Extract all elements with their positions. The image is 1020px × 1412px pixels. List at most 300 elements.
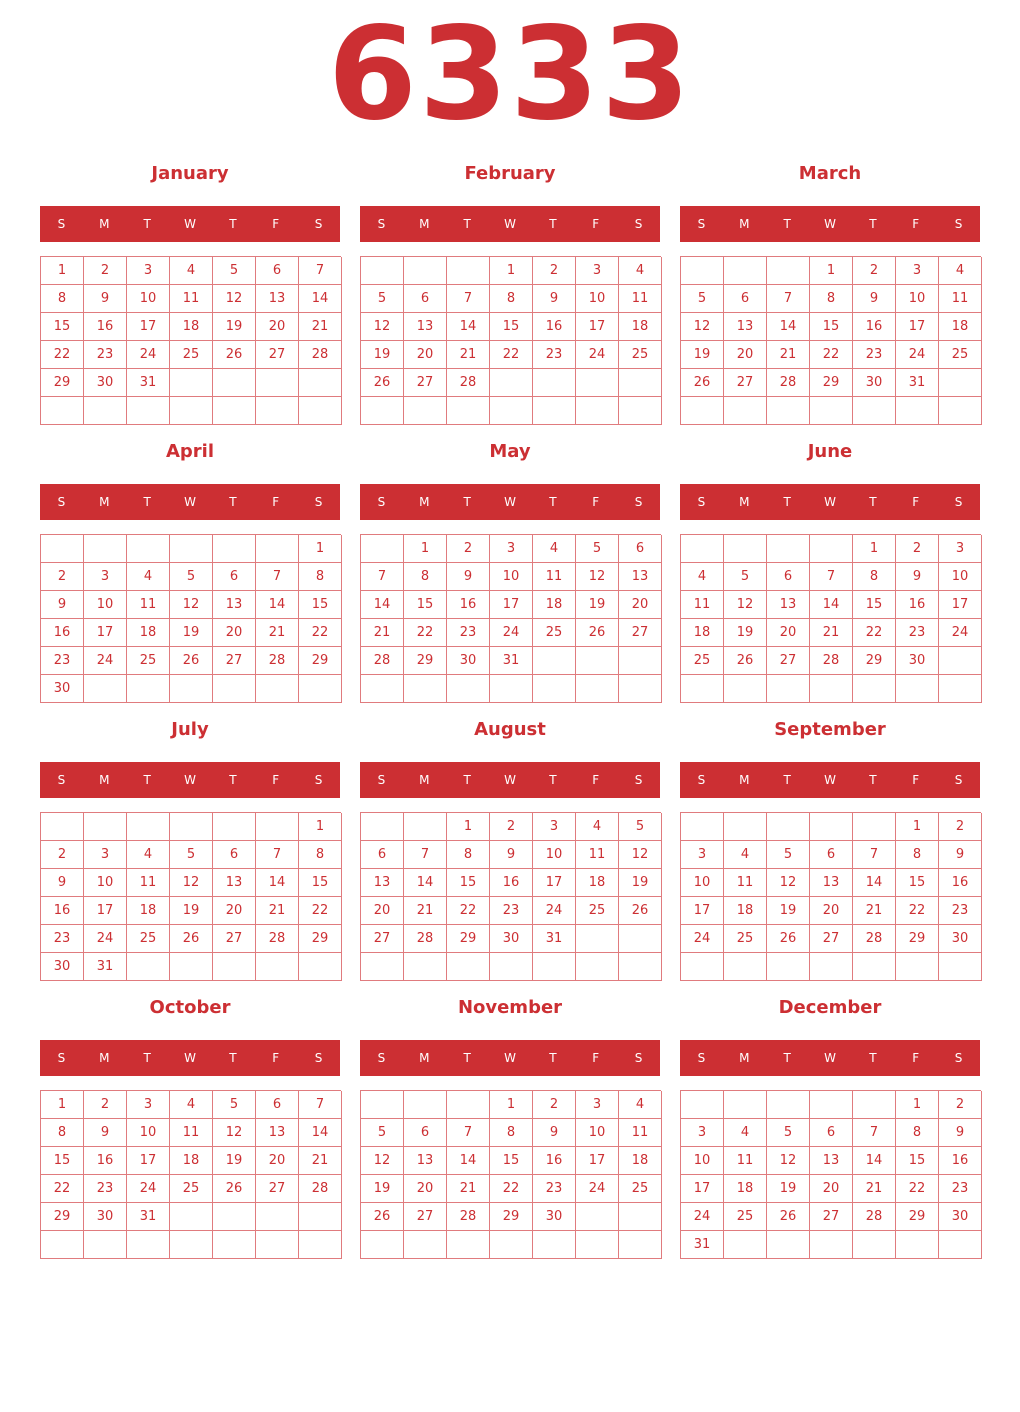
- day-cell: 16: [84, 1147, 127, 1175]
- day-cell: 16: [490, 869, 533, 897]
- day-cell: 12: [767, 869, 810, 897]
- day-cell: 18: [724, 897, 767, 925]
- weekday-label: T: [229, 217, 237, 231]
- day-cell: 22: [299, 897, 342, 925]
- empty-day-cell: [619, 675, 662, 703]
- day-cell: 19: [681, 341, 724, 369]
- weekday-label: T: [229, 773, 237, 787]
- empty-day-cell: [256, 675, 299, 703]
- day-cell: 22: [41, 1175, 84, 1203]
- weekday-header: [360, 484, 660, 520]
- weekday-label: S: [57, 495, 66, 509]
- day-cell: 20: [213, 897, 256, 925]
- day-cell: 25: [170, 1175, 213, 1203]
- day-cell: 20: [810, 1175, 853, 1203]
- day-cell: 10: [576, 1119, 619, 1147]
- empty-day-cell: [681, 675, 724, 703]
- day-cell: 22: [490, 1175, 533, 1203]
- weekday-label: T: [783, 773, 791, 787]
- empty-day-cell: [533, 675, 576, 703]
- day-cell: 2: [533, 1091, 576, 1119]
- empty-day-cell: [213, 397, 256, 425]
- weekday-label: S: [954, 217, 963, 231]
- weekday-label: F: [912, 773, 920, 787]
- day-cell: 17: [84, 897, 127, 925]
- day-cell: 17: [127, 313, 170, 341]
- day-cell: 17: [681, 1175, 724, 1203]
- day-cell: 26: [619, 897, 662, 925]
- empty-day-cell: [361, 1091, 404, 1119]
- day-cell: 28: [404, 925, 447, 953]
- empty-day-cell: [404, 675, 447, 703]
- weekday-label: S: [57, 773, 66, 787]
- day-cell: 8: [299, 841, 342, 869]
- day-cell: 6: [404, 285, 447, 313]
- day-cell: 5: [724, 563, 767, 591]
- empty-day-cell: [619, 647, 662, 675]
- day-cell: 25: [127, 925, 170, 953]
- weekday-label: T: [463, 1051, 471, 1065]
- day-grid: [680, 812, 981, 981]
- weekday-label: T: [143, 773, 151, 787]
- empty-day-cell: [256, 813, 299, 841]
- empty-day-cell: [299, 1231, 342, 1259]
- weekday-header: [360, 762, 660, 798]
- day-cell: 10: [490, 563, 533, 591]
- empty-day-cell: [853, 813, 896, 841]
- empty-day-cell: [490, 1231, 533, 1259]
- day-cell: 25: [576, 897, 619, 925]
- day-cell: 27: [810, 925, 853, 953]
- day-cell: 13: [256, 285, 299, 313]
- weekday-label: T: [549, 217, 557, 231]
- day-cell: 11: [170, 1119, 213, 1147]
- day-cell: 10: [84, 869, 127, 897]
- day-cell: 11: [170, 285, 213, 313]
- empty-day-cell: [170, 813, 213, 841]
- empty-day-cell: [447, 257, 490, 285]
- empty-day-cell: [767, 675, 810, 703]
- day-cell: 12: [681, 313, 724, 341]
- weekday-label: M: [99, 773, 110, 787]
- day-cell: 14: [853, 869, 896, 897]
- day-cell: 19: [361, 1175, 404, 1203]
- day-cell: 24: [127, 1175, 170, 1203]
- weekday-label: W: [824, 773, 836, 787]
- day-cell: 31: [681, 1231, 724, 1259]
- empty-day-cell: [447, 1091, 490, 1119]
- empty-day-cell: [404, 257, 447, 285]
- day-cell: 22: [896, 897, 939, 925]
- weekday-label: T: [869, 773, 877, 787]
- day-cell: 4: [681, 563, 724, 591]
- empty-day-cell: [767, 1091, 810, 1119]
- day-cell: 6: [256, 1091, 299, 1119]
- empty-day-cell: [170, 397, 213, 425]
- day-cell: 19: [619, 869, 662, 897]
- empty-day-cell: [896, 1231, 939, 1259]
- day-cell: 17: [533, 869, 576, 897]
- weekday-label: S: [314, 773, 323, 787]
- day-cell: 5: [361, 1119, 404, 1147]
- day-cell: 11: [619, 1119, 662, 1147]
- weekday-label: F: [272, 773, 280, 787]
- weekday-label: F: [592, 495, 600, 509]
- day-cell: 7: [810, 563, 853, 591]
- weekday-label: W: [824, 495, 836, 509]
- day-cell: 9: [853, 285, 896, 313]
- empty-day-cell: [810, 953, 853, 981]
- day-cell: 15: [810, 313, 853, 341]
- empty-day-cell: [681, 1091, 724, 1119]
- day-cell: 10: [576, 285, 619, 313]
- empty-day-cell: [447, 1231, 490, 1259]
- day-cell: 28: [361, 647, 404, 675]
- weekday-label: W: [504, 495, 516, 509]
- day-cell: 3: [127, 1091, 170, 1119]
- day-cell: 7: [256, 563, 299, 591]
- day-cell: 19: [576, 591, 619, 619]
- day-cell: 23: [41, 925, 84, 953]
- day-cell: 27: [767, 647, 810, 675]
- empty-day-cell: [767, 535, 810, 563]
- empty-day-cell: [939, 953, 982, 981]
- day-cell: 29: [404, 647, 447, 675]
- empty-day-cell: [576, 925, 619, 953]
- empty-day-cell: [404, 953, 447, 981]
- empty-day-cell: [41, 397, 84, 425]
- day-cell: 23: [490, 897, 533, 925]
- day-grid: [40, 534, 341, 703]
- day-cell: 15: [896, 1147, 939, 1175]
- empty-day-cell: [576, 369, 619, 397]
- day-cell: 26: [361, 369, 404, 397]
- day-cell: 7: [853, 841, 896, 869]
- day-cell: 29: [447, 925, 490, 953]
- day-cell: 21: [404, 897, 447, 925]
- day-cell: 5: [213, 1091, 256, 1119]
- day-cell: 3: [681, 1119, 724, 1147]
- day-cell: 7: [853, 1119, 896, 1147]
- day-cell: 27: [404, 1203, 447, 1231]
- weekday-label: S: [57, 217, 66, 231]
- empty-day-cell: [810, 675, 853, 703]
- weekday-label: F: [272, 495, 280, 509]
- day-cell: 16: [84, 313, 127, 341]
- day-cell: 6: [767, 563, 810, 591]
- day-cell: 3: [84, 563, 127, 591]
- day-cell: 9: [533, 1119, 576, 1147]
- day-cell: 10: [84, 591, 127, 619]
- day-cell: 29: [810, 369, 853, 397]
- day-cell: 7: [447, 285, 490, 313]
- empty-day-cell: [533, 953, 576, 981]
- day-cell: 1: [41, 257, 84, 285]
- weekday-label: M: [99, 217, 110, 231]
- day-cell: 17: [576, 313, 619, 341]
- day-cell: 18: [724, 1175, 767, 1203]
- day-cell: 24: [681, 925, 724, 953]
- day-cell: 2: [939, 1091, 982, 1119]
- empty-day-cell: [404, 813, 447, 841]
- day-cell: 15: [299, 591, 342, 619]
- day-cell: 15: [490, 1147, 533, 1175]
- day-cell: 7: [767, 285, 810, 313]
- empty-day-cell: [127, 675, 170, 703]
- day-cell: 23: [896, 619, 939, 647]
- day-cell: 25: [619, 341, 662, 369]
- empty-day-cell: [127, 397, 170, 425]
- day-cell: 15: [404, 591, 447, 619]
- weekday-label: W: [824, 1051, 836, 1065]
- day-cell: 3: [576, 257, 619, 285]
- day-cell: 17: [490, 591, 533, 619]
- day-cell: 23: [447, 619, 490, 647]
- day-cell: 26: [681, 369, 724, 397]
- day-cell: 8: [810, 285, 853, 313]
- day-cell: 21: [256, 897, 299, 925]
- empty-day-cell: [576, 647, 619, 675]
- day-cell: 8: [299, 563, 342, 591]
- day-cell: 25: [619, 1175, 662, 1203]
- day-cell: 2: [490, 813, 533, 841]
- day-cell: 1: [490, 257, 533, 285]
- day-cell: 28: [256, 925, 299, 953]
- weekday-label: T: [463, 217, 471, 231]
- day-cell: 13: [404, 1147, 447, 1175]
- empty-day-cell: [619, 369, 662, 397]
- empty-day-cell: [127, 535, 170, 563]
- day-cell: 7: [447, 1119, 490, 1147]
- empty-day-cell: [490, 675, 533, 703]
- day-cell: 24: [127, 341, 170, 369]
- day-cell: 22: [404, 619, 447, 647]
- day-cell: 24: [576, 341, 619, 369]
- empty-day-cell: [533, 647, 576, 675]
- weekday-label: W: [504, 773, 516, 787]
- day-cell: 1: [404, 535, 447, 563]
- empty-day-cell: [810, 1091, 853, 1119]
- day-cell: 27: [404, 369, 447, 397]
- empty-day-cell: [681, 953, 724, 981]
- empty-day-cell: [127, 1231, 170, 1259]
- empty-day-cell: [853, 953, 896, 981]
- weekday-label: M: [739, 495, 750, 509]
- day-cell: 11: [724, 1147, 767, 1175]
- day-cell: 28: [447, 1203, 490, 1231]
- weekday-label: T: [869, 495, 877, 509]
- empty-day-cell: [213, 1203, 256, 1231]
- empty-day-cell: [619, 925, 662, 953]
- empty-day-cell: [767, 1231, 810, 1259]
- day-cell: 20: [213, 619, 256, 647]
- day-cell: 13: [361, 869, 404, 897]
- day-cell: 23: [84, 341, 127, 369]
- day-cell: 18: [619, 1147, 662, 1175]
- day-cell: 23: [533, 341, 576, 369]
- weekday-label: W: [184, 217, 196, 231]
- day-cell: 28: [299, 1175, 342, 1203]
- weekday-label: T: [549, 773, 557, 787]
- weekday-header: [40, 206, 340, 242]
- day-cell: 4: [170, 257, 213, 285]
- day-cell: 9: [896, 563, 939, 591]
- day-grid: [40, 256, 341, 425]
- day-cell: 27: [724, 369, 767, 397]
- day-cell: 2: [533, 257, 576, 285]
- weekday-label: T: [549, 1051, 557, 1065]
- day-cell: 12: [170, 591, 213, 619]
- day-cell: 5: [361, 285, 404, 313]
- empty-day-cell: [404, 1231, 447, 1259]
- empty-day-cell: [767, 257, 810, 285]
- day-grid: [680, 1090, 981, 1259]
- day-cell: 16: [447, 591, 490, 619]
- day-cell: 9: [84, 285, 127, 313]
- weekday-label: M: [99, 1051, 110, 1065]
- empty-day-cell: [84, 813, 127, 841]
- day-cell: 7: [404, 841, 447, 869]
- day-cell: 16: [939, 1147, 982, 1175]
- weekday-label: M: [739, 217, 750, 231]
- empty-day-cell: [681, 257, 724, 285]
- day-cell: 16: [853, 313, 896, 341]
- day-cell: 7: [361, 563, 404, 591]
- day-cell: 17: [939, 591, 982, 619]
- day-cell: 12: [361, 313, 404, 341]
- day-cell: 15: [896, 869, 939, 897]
- empty-day-cell: [299, 1203, 342, 1231]
- day-cell: 9: [41, 869, 84, 897]
- day-cell: 3: [490, 535, 533, 563]
- day-cell: 18: [939, 313, 982, 341]
- day-cell: 14: [810, 591, 853, 619]
- empty-day-cell: [41, 1231, 84, 1259]
- empty-day-cell: [447, 397, 490, 425]
- day-cell: 29: [299, 925, 342, 953]
- day-cell: 27: [213, 925, 256, 953]
- month-name: April: [165, 441, 215, 462]
- day-cell: 1: [810, 257, 853, 285]
- day-cell: 18: [170, 1147, 213, 1175]
- empty-day-cell: [810, 813, 853, 841]
- day-cell: 24: [84, 925, 127, 953]
- day-cell: 20: [256, 1147, 299, 1175]
- weekday-header: [680, 484, 980, 520]
- empty-day-cell: [361, 675, 404, 703]
- day-cell: 29: [41, 369, 84, 397]
- day-cell: 6: [213, 563, 256, 591]
- weekday-label: F: [912, 495, 920, 509]
- empty-day-cell: [447, 675, 490, 703]
- day-cell: 4: [724, 1119, 767, 1147]
- day-cell: 31: [84, 953, 127, 981]
- day-cell: 30: [896, 647, 939, 675]
- day-cell: 9: [447, 563, 490, 591]
- day-cell: 31: [533, 925, 576, 953]
- day-cell: 14: [447, 313, 490, 341]
- day-cell: 20: [767, 619, 810, 647]
- day-cell: 18: [619, 313, 662, 341]
- day-cell: 22: [299, 619, 342, 647]
- day-cell: 11: [127, 869, 170, 897]
- day-cell: 28: [447, 369, 490, 397]
- empty-day-cell: [576, 953, 619, 981]
- day-cell: 2: [853, 257, 896, 285]
- day-cell: 8: [896, 841, 939, 869]
- day-cell: 26: [767, 1203, 810, 1231]
- day-cell: 3: [576, 1091, 619, 1119]
- day-cell: 22: [810, 341, 853, 369]
- weekday-label: T: [783, 1051, 791, 1065]
- day-grid: [360, 256, 661, 425]
- day-cell: 9: [41, 591, 84, 619]
- day-cell: 30: [447, 647, 490, 675]
- empty-day-cell: [404, 397, 447, 425]
- day-cell: 25: [533, 619, 576, 647]
- day-cell: 13: [619, 563, 662, 591]
- empty-day-cell: [724, 535, 767, 563]
- day-cell: 28: [256, 647, 299, 675]
- empty-day-cell: [490, 397, 533, 425]
- empty-day-cell: [724, 1231, 767, 1259]
- weekday-label: T: [229, 495, 237, 509]
- day-cell: 22: [41, 341, 84, 369]
- weekday-label: M: [419, 217, 430, 231]
- day-cell: 15: [853, 591, 896, 619]
- day-grid: [40, 812, 341, 981]
- day-cell: 24: [681, 1203, 724, 1231]
- day-cell: 21: [447, 1175, 490, 1203]
- day-cell: 8: [404, 563, 447, 591]
- day-cell: 21: [810, 619, 853, 647]
- day-cell: 20: [810, 897, 853, 925]
- day-cell: 20: [256, 313, 299, 341]
- day-cell: 1: [299, 535, 342, 563]
- weekday-label: S: [377, 1051, 386, 1065]
- day-cell: 2: [896, 535, 939, 563]
- day-cell: 30: [84, 1203, 127, 1231]
- day-cell: 28: [299, 341, 342, 369]
- day-cell: 10: [533, 841, 576, 869]
- day-cell: 16: [896, 591, 939, 619]
- empty-day-cell: [299, 397, 342, 425]
- weekday-label: F: [592, 773, 600, 787]
- empty-day-cell: [256, 397, 299, 425]
- weekday-label: F: [912, 1051, 920, 1065]
- day-cell: 2: [447, 535, 490, 563]
- day-cell: 6: [619, 535, 662, 563]
- day-cell: 27: [361, 925, 404, 953]
- empty-day-cell: [533, 1231, 576, 1259]
- day-cell: 7: [299, 257, 342, 285]
- weekday-label: W: [504, 1051, 516, 1065]
- day-cell: 10: [681, 869, 724, 897]
- empty-day-cell: [256, 1231, 299, 1259]
- day-cell: 5: [767, 841, 810, 869]
- empty-day-cell: [213, 535, 256, 563]
- day-cell: 13: [213, 869, 256, 897]
- weekday-label: S: [314, 495, 323, 509]
- empty-day-cell: [896, 675, 939, 703]
- empty-day-cell: [490, 369, 533, 397]
- empty-day-cell: [361, 953, 404, 981]
- month-name: January: [151, 163, 229, 184]
- empty-day-cell: [404, 1091, 447, 1119]
- day-cell: 12: [767, 1147, 810, 1175]
- weekday-label: M: [419, 1051, 430, 1065]
- day-grid: [680, 534, 981, 703]
